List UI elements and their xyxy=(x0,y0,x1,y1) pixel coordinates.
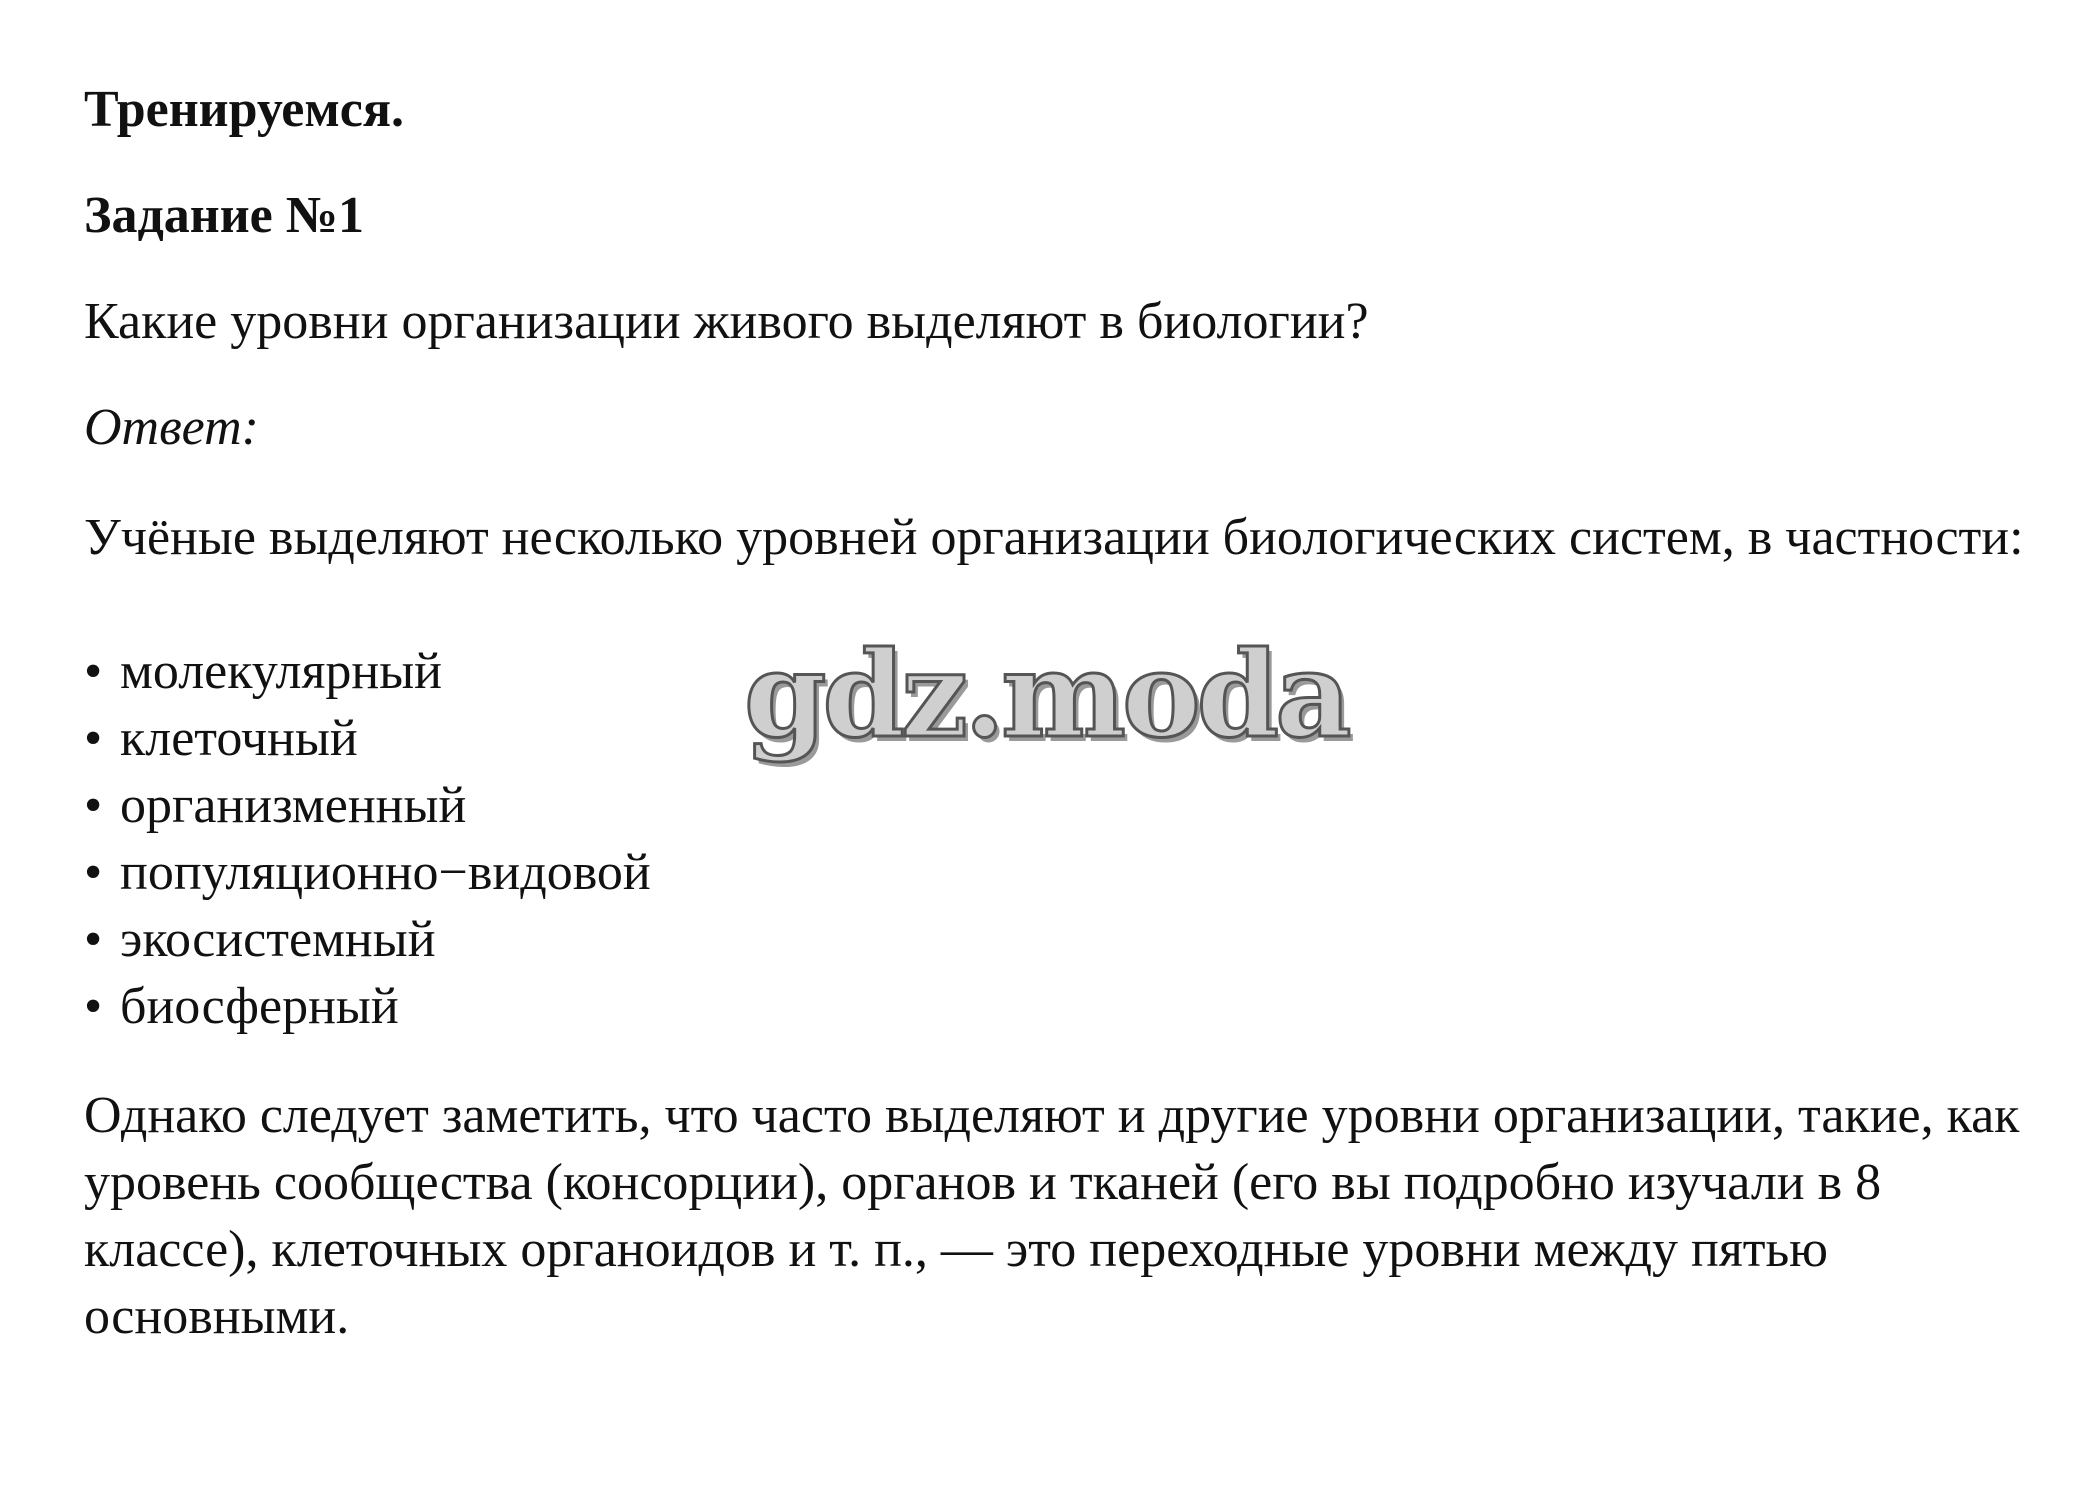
watermark-logo: gdz.moda xyxy=(744,625,1348,764)
bullet-icon: • xyxy=(84,844,103,901)
levels-list xyxy=(84,638,651,1040)
bullet-icon: • xyxy=(84,710,103,767)
answer-conclusion: Однако следует заметить, что часто выделяют и другие уровни организации, такие, как уровень сообщества (консорции), органов и тканей (его вы подробно изучали в 8 классе), клеточных органоидов и т. п., — это переходные уровни между пятью основными. xyxy=(84,1087,2020,1345)
list-item-text: биосферный xyxy=(120,978,399,1035)
list-item-text: молекулярный xyxy=(120,643,442,700)
list-item xyxy=(84,973,651,1040)
list-item-text: организменный xyxy=(120,777,467,834)
section-heading: Тренируемся. xyxy=(84,81,404,138)
answer-intro: Учёные выделяют несколько уровней организации биологических систем, в частности: xyxy=(84,509,2024,566)
list-item xyxy=(84,705,651,772)
list-item xyxy=(84,638,651,705)
list-item-text: популяционно−видовой xyxy=(120,844,651,901)
list-item xyxy=(84,906,651,973)
task-title: Задание №1 xyxy=(84,187,365,244)
task-question: Какие уровни организации живого выделяют в биологии? xyxy=(84,293,1369,350)
bullet-icon: • xyxy=(84,777,103,834)
list-item-text: экосистемный xyxy=(120,911,436,968)
answer-label: Ответ: xyxy=(84,399,259,456)
list-item xyxy=(84,772,651,839)
bullet-icon: • xyxy=(84,978,103,1035)
list-item xyxy=(84,839,651,906)
bullet-icon: • xyxy=(84,911,103,968)
list-item-text: клеточный xyxy=(120,710,358,767)
bullet-icon: • xyxy=(84,643,103,700)
